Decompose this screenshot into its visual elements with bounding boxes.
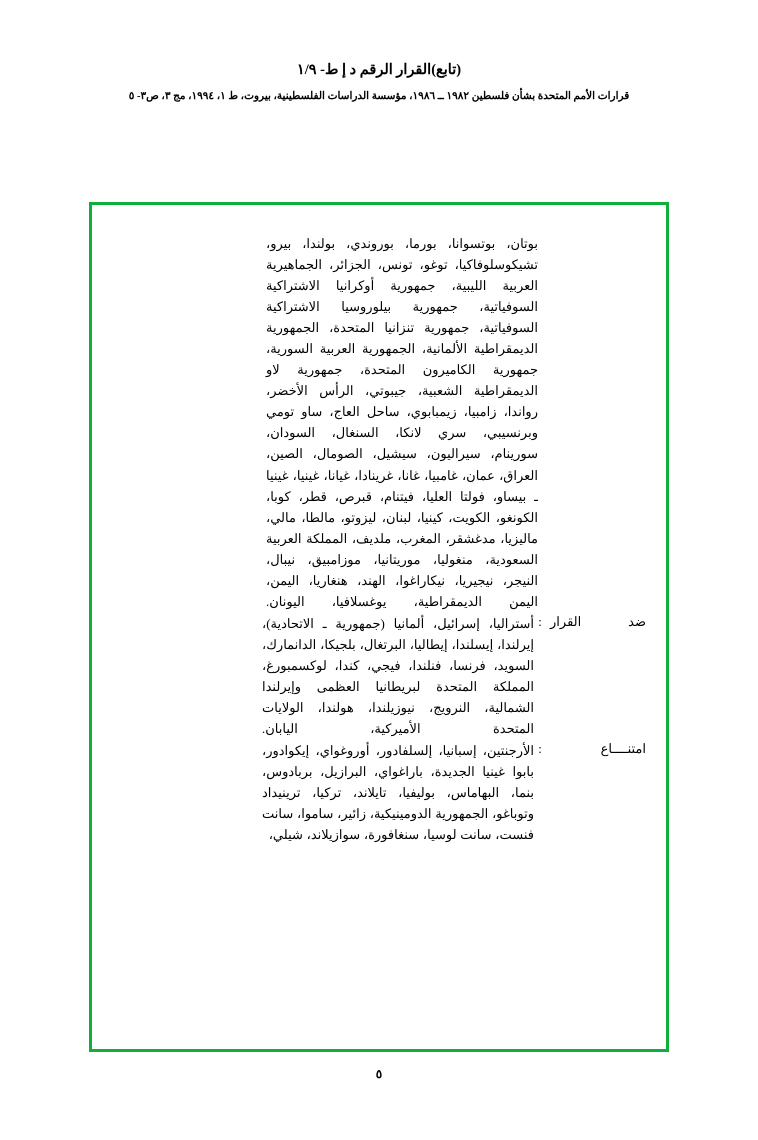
- vote-list-for: بوتان، بوتسوانا، بورما، بوروندي، بولندا، بيرو، تشيكوسلوفاكيا، توغو، تونس، الجزائر، الجماهيرية العربية الليبية، جمهورية أوكرانيا الاشتراكية السوفياتية، جمهورية بيلوروسيا الاشتراكية السوفياتية، جمهورية تنزانيا المتحدة، الجمهورية الديمقراطية الألمانية، الجمهورية العربية السورية، جمهورية الكاميرون المتحدة، جمهورية لاو الديمقراطية الشعبية، جيبوتي، الرأس الأخضر، رواندا، زامبيا، زيمبابوي، ساحل العاج، ساو تومي وبرنسيبي، سري لانكا، السنغال، السودان، سورينام، سيراليون، سيشيل، الصومال، الصين، العراق، عمان، غامبيا، غانا، غرينادا، غيانا، غينيا، غينيا ـ بيساو، فولتا العليا، فيتنام، قبرص، قطر، كوبا، الكونغو، الكويت، كينيا، لبنان، ليزوتو، مالطا، مالي، ماليزيا، مدغشقر، المغرب، ملديف، المملكة العربية السعودية، منغوليا، موريتانيا، موزامبيق، نيبال، النيجر، نيجيريا، نيكاراغوا، الهند، هنغاريا، اليمن، اليمن الديمقراطية، يوغسلافيا، اليونان.: [266, 236, 538, 609]
- vote-list-abstain: الأرجنتين، إسبانيا، إلسلفادور، أوروغواي، إيكوادور، بابوا غينيا الجديدة، باراغواي، البرازيل، بربادوس، بنما، البهاماس، بوليفيا، تايلاند، تركيا، ترينيداد وتوباغو، الجمهورية الدومينيكية، زائير، ساموا، سانت فنست، سانت لوسيا، سنغافورة، سوازيلاند، شيلي،: [262, 743, 534, 843]
- vote-colon-against: :: [538, 613, 542, 629]
- vote-block-against: [112, 613, 646, 739]
- source-citation: قرارات الأمم المتحدة بشأن فلسطين ١٩٨٢ ــ ١٩٨٦، مؤسسة الدراسات الفلسطينية، بيروت، ط ١، ١٩٩٤، مج ٣، ص٣- ٥: [128, 91, 630, 103]
- page-header: [0, 62, 758, 104]
- document-page: [0, 62, 758, 1140]
- vote-block-abstain: [112, 740, 646, 845]
- content-frame: [89, 202, 669, 1052]
- page-number: ٥: [375, 1067, 383, 1081]
- document-body: [92, 233, 666, 846]
- vote-label-abstain: امتنــــاع: [600, 741, 646, 757]
- vote-block-for: [112, 233, 646, 612]
- vote-label-against: ضد القرار: [550, 613, 646, 629]
- vote-list-against: أستراليا، إسرائيل، ألمانيا (جمهورية ـ الاتحادية)، إيرلندا، إيسلندا، إيطاليا، البرتغال، بلجيكا، الدانمارك، السويد، فرنسا، فنلندا، فيجي، كندا، لوكسمبورغ، المملكة المتحدة لبريطانيا العظمى وإيرلندا الشمالية، النرويج، نيوزيلندا، هولندا، الولايات المتحدة الأميركية، اليابان.: [262, 615, 534, 737]
- page-title: (تابع)القرار الرقم د إ ط- ١/٩: [296, 62, 462, 78]
- vote-colon-abstain: :: [538, 741, 542, 757]
